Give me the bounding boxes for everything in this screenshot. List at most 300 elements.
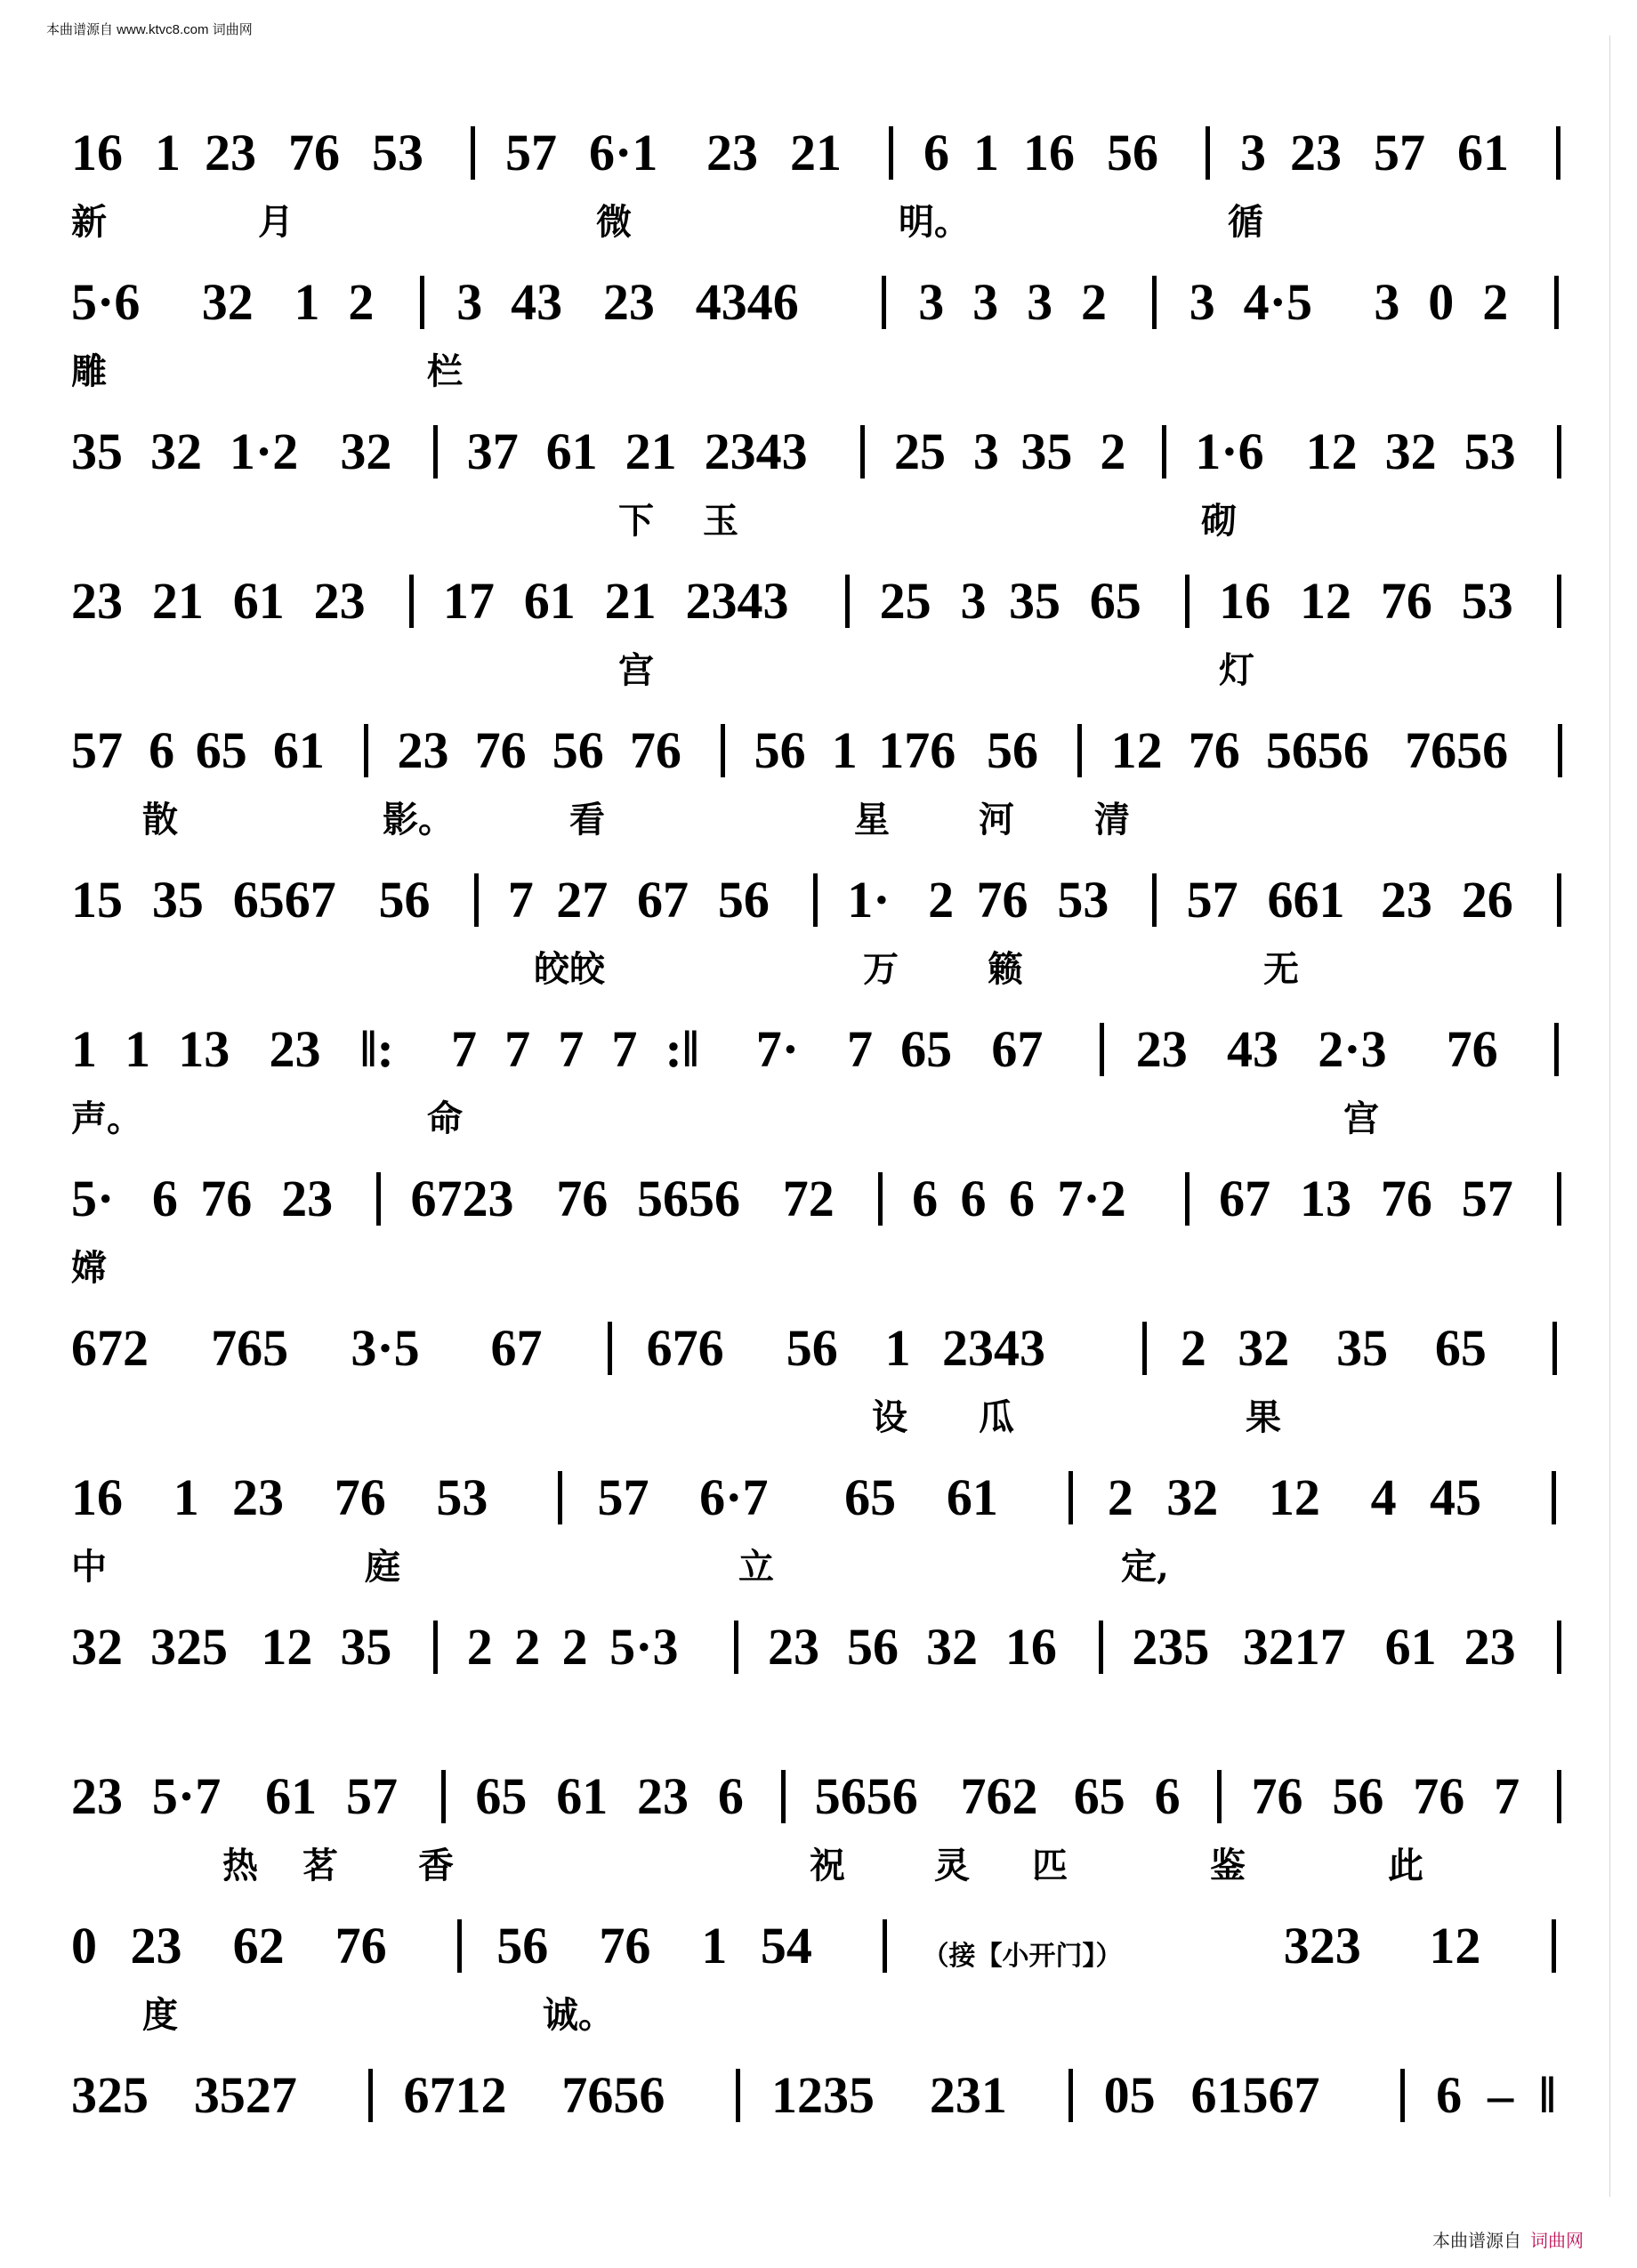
- lyric-text: 宫: [1343, 1098, 1379, 1139]
- note-group: 32: [340, 422, 392, 480]
- barline: [1557, 1621, 1561, 1674]
- note-group: 61567: [1190, 2066, 1320, 2124]
- lyric-text: 河: [979, 799, 1014, 840]
- lyrics-row: [71, 1838, 1575, 1887]
- note-group: 23: [130, 1917, 182, 1974]
- note-group: 61: [946, 1468, 998, 1526]
- barline: [1162, 425, 1166, 479]
- lyric-text: 此: [1388, 1845, 1423, 1886]
- note-group: 57: [346, 1767, 399, 1825]
- note-group: 7·: [755, 1020, 800, 1078]
- note-group: 12: [1268, 1468, 1320, 1526]
- note-group: 2: [1180, 1319, 1206, 1377]
- note-group: 325: [149, 1618, 228, 1676]
- barline: [1554, 276, 1559, 329]
- note-group: 6: [912, 1170, 939, 1227]
- barline: [736, 2069, 740, 2122]
- note-group: 32: [925, 1618, 978, 1676]
- note-group: 0: [71, 1917, 97, 1974]
- lyric-text: 循: [1228, 201, 1263, 243]
- lyrics-row: [71, 343, 1575, 393]
- barline: [1185, 575, 1189, 628]
- note-group: 27: [556, 871, 609, 929]
- lyrics-row: [71, 792, 1575, 841]
- note-group: 56: [986, 721, 1038, 779]
- lyrics-row: [71, 1987, 1575, 2037]
- lyric-text: 诚。: [543, 1994, 614, 2036]
- note-group: 21: [151, 572, 204, 630]
- note-group: 61: [1457, 124, 1509, 181]
- lyric-text: 籁: [988, 948, 1023, 990]
- note-group: 6: [1436, 2066, 1463, 2124]
- note-group: 65: [844, 1468, 897, 1526]
- score-line: [71, 863, 1575, 1012]
- note-group: 7: [1494, 1767, 1520, 1825]
- note-group: 54: [760, 1917, 812, 1974]
- note-group: 76: [1380, 572, 1432, 630]
- lyric-text: 声。: [71, 1098, 142, 1139]
- lyric-text: 新: [71, 201, 107, 243]
- note-group: 6: [1154, 1767, 1181, 1825]
- note-group: 4·5: [1243, 273, 1313, 331]
- notes-row: [71, 116, 1575, 187]
- note-group: 23: [71, 572, 123, 630]
- note-group: 6·7: [699, 1468, 769, 1526]
- note-group: 12: [1299, 572, 1351, 630]
- lyric-text: 匹: [1032, 1845, 1068, 1886]
- note-group: ‖:: [359, 1020, 394, 1078]
- note-group: 0: [1428, 273, 1455, 331]
- note-group: 16: [71, 1468, 123, 1526]
- note-group: 65: [1073, 1767, 1125, 1825]
- note-group: 2: [348, 273, 375, 331]
- note-group: 43: [511, 273, 563, 331]
- note-group: 13: [1299, 1170, 1351, 1227]
- lyric-text: 中: [71, 1546, 107, 1588]
- note-group: 1: [294, 273, 320, 331]
- barline: [1556, 126, 1560, 180]
- lyrics-row: [71, 194, 1575, 244]
- note-group: 7656: [1405, 721, 1509, 779]
- barline: [1142, 1322, 1147, 1375]
- note-group: 3: [918, 273, 945, 331]
- header-source: 本曲谱源自 www.ktvc8.com 词曲网: [46, 22, 253, 37]
- note-group: 76: [556, 1170, 609, 1227]
- note-group: 76: [1380, 1170, 1432, 1227]
- note-group: 6: [151, 1170, 178, 1227]
- note-group: 65: [900, 1020, 953, 1078]
- note-group: 1: [701, 1917, 728, 1974]
- lyric-text: 瓜: [979, 1396, 1014, 1438]
- note-group: 6: [149, 721, 175, 779]
- page-frame-line: [1609, 36, 1610, 2197]
- note-group: 57: [1186, 871, 1238, 929]
- lyric-text: 立: [738, 1546, 774, 1588]
- barline: [781, 1770, 786, 1823]
- note-group: 2343: [704, 422, 808, 480]
- note-group: 67: [1219, 1170, 1271, 1227]
- note-group: 3: [1027, 273, 1053, 331]
- note-group: 6·1: [589, 124, 658, 181]
- note-group: 57: [597, 1468, 649, 1526]
- note-group: 21: [790, 124, 842, 181]
- lyric-text: 下: [618, 500, 654, 542]
- note-group: 23: [269, 1020, 321, 1078]
- barline: [1554, 1023, 1559, 1076]
- note-group: 1: [125, 1020, 151, 1078]
- barline: [441, 1770, 446, 1823]
- note-group: 56: [1107, 124, 1158, 181]
- lyrics-row: [71, 2136, 1575, 2186]
- lyric-text: 设: [872, 1396, 907, 1438]
- lyric-text: 定,: [1121, 1546, 1169, 1588]
- note-group: 7: [611, 1020, 638, 1078]
- lyric-text: 嫦: [71, 1247, 107, 1289]
- note-group: 32: [1384, 422, 1437, 480]
- lyric-text: 看: [569, 799, 605, 840]
- note-group: 56: [1332, 1767, 1384, 1825]
- note-group: 62: [232, 1917, 285, 1974]
- note-group: 7656: [561, 2066, 665, 2124]
- note-group: 5·6: [71, 273, 141, 331]
- note-group: 3: [960, 572, 987, 630]
- score-line: [71, 1162, 1575, 1311]
- note-group: ‖: [1539, 2066, 1556, 2124]
- note-group: 6: [960, 1170, 987, 1227]
- barline: [368, 2069, 373, 2122]
- note-group: 76: [200, 1170, 253, 1227]
- footer-site-link[interactable]: 词曲网: [1530, 2232, 1584, 2251]
- barline: [734, 1621, 738, 1674]
- note-group: 16: [1004, 1618, 1057, 1676]
- barline: [860, 425, 865, 479]
- note-group: 176: [878, 721, 956, 779]
- barline: [1077, 724, 1082, 777]
- note-group: 3: [1189, 273, 1215, 331]
- note-group: 61: [523, 572, 576, 630]
- score-line: [71, 1311, 1575, 1460]
- note-group: 16: [71, 124, 123, 181]
- barline: [1068, 1471, 1073, 1524]
- lyric-text: 宫: [618, 649, 654, 691]
- lyric-text: 茗: [302, 1845, 338, 1886]
- note-group: 23: [602, 273, 655, 331]
- note-group: 12: [1110, 721, 1163, 779]
- side-watermark-right: [1623, 53, 1635, 2215]
- note-group: 76: [1251, 1767, 1303, 1825]
- lyric-text: 鉴: [1210, 1845, 1246, 1886]
- note-group: 23: [205, 124, 256, 181]
- score: [71, 116, 1575, 2208]
- note-group: 2·3: [1318, 1020, 1387, 1078]
- note-group: 3: [456, 273, 483, 331]
- note-group: 23: [313, 572, 366, 630]
- barline: [1557, 1770, 1561, 1823]
- footer-source: 本曲谱源自: [1432, 2232, 1521, 2251]
- note-group: 1·6: [1195, 422, 1264, 480]
- note-group: 23: [1290, 124, 1342, 181]
- note-group: 61: [1384, 1618, 1437, 1676]
- lyric-text: 散: [142, 799, 178, 840]
- lyric-text: 月: [258, 201, 294, 243]
- note-group: 2: [1107, 1468, 1133, 1526]
- notes-row: [71, 1610, 1575, 1681]
- note-group: 4346: [695, 273, 799, 331]
- note-group: 3: [1240, 124, 1266, 181]
- barline: [1557, 1172, 1561, 1226]
- barline: [889, 126, 893, 180]
- note-group: 32: [1166, 1468, 1219, 1526]
- barline: [813, 873, 818, 927]
- barline: [1217, 1770, 1222, 1823]
- lyric-text: 灵: [934, 1845, 970, 1886]
- note-group: 56: [552, 721, 604, 779]
- note-group: 61: [556, 1767, 609, 1825]
- note-group: 72: [782, 1170, 835, 1227]
- note-group: 5656: [1265, 721, 1369, 779]
- barline: [1100, 1023, 1104, 1076]
- lyric-text: 无: [1263, 948, 1299, 990]
- note-group: 6723: [410, 1170, 514, 1227]
- note-group: 3: [972, 422, 999, 480]
- note-group: 6567: [232, 871, 336, 929]
- lyric-text: 清: [1094, 799, 1130, 840]
- lyric-text: 玉: [703, 500, 738, 542]
- note-group: 2343: [941, 1319, 1045, 1377]
- note-group: 235: [1132, 1618, 1210, 1676]
- note-group: 23: [637, 1767, 689, 1825]
- barline: [1557, 873, 1561, 927]
- note-group: 672: [71, 1319, 149, 1377]
- note-group: 61: [272, 721, 325, 779]
- lyric-text: 星: [854, 799, 890, 840]
- note-group: 2343: [685, 572, 789, 630]
- note-group: 65: [1434, 1319, 1487, 1377]
- score-line: [71, 1460, 1575, 1610]
- score-line: [71, 2058, 1575, 2208]
- note-group: 23: [232, 1468, 285, 1526]
- note-group: 12: [1429, 1917, 1481, 1974]
- note-group: 23: [281, 1170, 334, 1227]
- note-group: 1235: [771, 2066, 875, 2124]
- lyrics-row: [71, 941, 1575, 991]
- note-group: 762: [960, 1767, 1038, 1825]
- note-group: 6: [923, 124, 949, 181]
- note-group: 3217: [1242, 1618, 1346, 1676]
- score-line: [71, 1012, 1575, 1162]
- barline: [845, 575, 850, 628]
- barline: [471, 126, 475, 180]
- note-group: 76: [334, 1468, 386, 1526]
- lyric-text: 雕: [71, 350, 107, 392]
- note-group: 45: [1429, 1468, 1481, 1526]
- barline: [420, 276, 424, 329]
- note-group: 53: [372, 124, 423, 181]
- barline: [1206, 126, 1210, 180]
- note-group: 23: [1135, 1020, 1188, 1078]
- score-line: [71, 116, 1575, 265]
- barline: [474, 873, 479, 927]
- score-line: [71, 1610, 1575, 1759]
- note-group: 56: [786, 1319, 838, 1377]
- note-group: 05: [1103, 2066, 1156, 2124]
- note-group: 2: [1080, 273, 1107, 331]
- note-group: 17: [442, 572, 495, 630]
- note-group: 6: [1008, 1170, 1035, 1227]
- lyric-text: 皎皎: [534, 948, 605, 990]
- note-group: 61: [545, 422, 598, 480]
- note-group: 56: [717, 871, 770, 929]
- barline: [433, 1621, 438, 1674]
- barline: [1152, 873, 1157, 927]
- note-group: 3: [972, 273, 999, 331]
- note-group: 57: [71, 721, 123, 779]
- note-group: 23: [768, 1618, 820, 1676]
- lyric-text: 影。: [383, 799, 454, 840]
- lyric-text: 灯: [1219, 649, 1254, 691]
- note-group: 1·: [847, 871, 891, 929]
- note-group: 23: [71, 1767, 123, 1825]
- note-group: 2: [1482, 273, 1509, 331]
- note-group: 2: [466, 1618, 493, 1676]
- note-group: 7: [507, 871, 534, 929]
- score-line: [71, 414, 1575, 564]
- note-group: 56: [847, 1618, 899, 1676]
- barline: [1152, 276, 1157, 329]
- notes-row: [71, 414, 1575, 486]
- note-group: 7: [504, 1020, 531, 1078]
- barline: [558, 1471, 562, 1524]
- note-group: 76: [629, 721, 681, 779]
- lyric-text: 度: [142, 1994, 178, 2036]
- notes-row: [71, 1759, 1575, 1830]
- lyric-text: 祝: [810, 1845, 845, 1886]
- barline: [376, 1172, 381, 1226]
- note-group: 61: [265, 1767, 318, 1825]
- notes-row: [71, 1909, 1575, 1980]
- note-group: 35: [71, 422, 123, 480]
- note-group: 23: [706, 124, 758, 181]
- note-group: 35: [151, 871, 204, 929]
- note-group: 21: [604, 572, 657, 630]
- lyric-text: 庭: [365, 1546, 400, 1588]
- note-group: 7: [451, 1020, 477, 1078]
- note-group: 3527: [193, 2066, 297, 2124]
- barline: [1185, 1172, 1189, 1226]
- note-group: 76: [335, 1917, 387, 1974]
- notes-row: [71, 265, 1575, 336]
- note-group: 5·3: [609, 1618, 679, 1676]
- notes-row: [71, 1012, 1575, 1083]
- lyric-text: 万: [863, 948, 899, 990]
- note-group: 76: [1413, 1767, 1465, 1825]
- note-group: 765: [211, 1319, 289, 1377]
- note-group: 1·2: [229, 422, 299, 480]
- note-group: 53: [1464, 422, 1516, 480]
- lyric-text: 命: [427, 1098, 463, 1139]
- note-group: 676: [646, 1319, 724, 1377]
- note-group: :‖: [665, 1020, 699, 1078]
- note-group: 25: [879, 572, 931, 630]
- note-group: 1: [884, 1319, 911, 1377]
- notes-row: [71, 863, 1575, 934]
- note-group: 23: [1380, 871, 1432, 929]
- notes-row: [71, 564, 1575, 635]
- note-group: 56: [754, 721, 806, 779]
- note-group: 1: [173, 1468, 199, 1526]
- note-group: 325: [71, 2066, 149, 2124]
- note-group: 16: [1219, 572, 1271, 630]
- note-group: 13: [178, 1020, 230, 1078]
- note-group: 57: [1374, 124, 1425, 181]
- note-group: 76: [976, 871, 1028, 929]
- note-group: 35: [340, 1618, 392, 1676]
- barline: [1068, 2069, 1073, 2122]
- score-line: [71, 564, 1575, 713]
- note-group: 7·2: [1057, 1170, 1126, 1227]
- barline: [1552, 1919, 1556, 1973]
- barline: [1400, 2069, 1405, 2122]
- note-group: 16: [1023, 124, 1075, 181]
- note-group: 35: [1020, 422, 1073, 480]
- note-group: 5656: [637, 1170, 741, 1227]
- note-group: 67: [490, 1319, 543, 1377]
- notes-row: [71, 1162, 1575, 1233]
- barline: [1557, 575, 1561, 628]
- barline: [457, 1919, 462, 1973]
- note-group: 43: [1227, 1020, 1278, 1078]
- lyric-text: 香: [418, 1845, 454, 1886]
- note-group: 65: [195, 721, 247, 779]
- note-group: 53: [1461, 572, 1513, 630]
- note-group: 67: [637, 871, 689, 929]
- note-group: 5656: [814, 1767, 918, 1825]
- note-group: 3: [1374, 273, 1400, 331]
- notes-row: [71, 1460, 1575, 1532]
- note-group: 7: [558, 1020, 585, 1078]
- lyrics-row: [71, 1389, 1575, 1439]
- score-line: [71, 1759, 1575, 1909]
- note-group: 1: [831, 721, 858, 779]
- note-group: 76: [474, 721, 527, 779]
- note-group: 35: [1008, 572, 1060, 630]
- lyric-text: 果: [1246, 1396, 1281, 1438]
- note-group: 1: [973, 124, 999, 181]
- lyric-text: 微: [596, 201, 632, 243]
- lyric-text: 砌: [1201, 500, 1237, 542]
- note-group: 67: [991, 1020, 1044, 1078]
- barline: [721, 724, 725, 777]
- note-group: 56: [496, 1917, 549, 1974]
- note-group: 1: [155, 124, 181, 181]
- note-group: 7: [847, 1020, 873, 1078]
- lyrics-row: [71, 1240, 1575, 1290]
- note-group: 2: [928, 871, 955, 929]
- note-group: 4: [1370, 1468, 1397, 1526]
- barline: [1558, 724, 1562, 777]
- score-line: [71, 265, 1575, 414]
- note-group: 32: [149, 422, 202, 480]
- barline: [878, 1172, 883, 1226]
- barline: [883, 1919, 887, 1973]
- note-group: 1: [71, 1020, 97, 1078]
- note-group: 2: [1100, 422, 1126, 480]
- note-group: 76: [288, 124, 340, 181]
- note-group: （接【小开门】）: [922, 1942, 1123, 1971]
- note-group: 53: [1057, 871, 1109, 929]
- barline: [882, 276, 886, 329]
- score-line: [71, 713, 1575, 863]
